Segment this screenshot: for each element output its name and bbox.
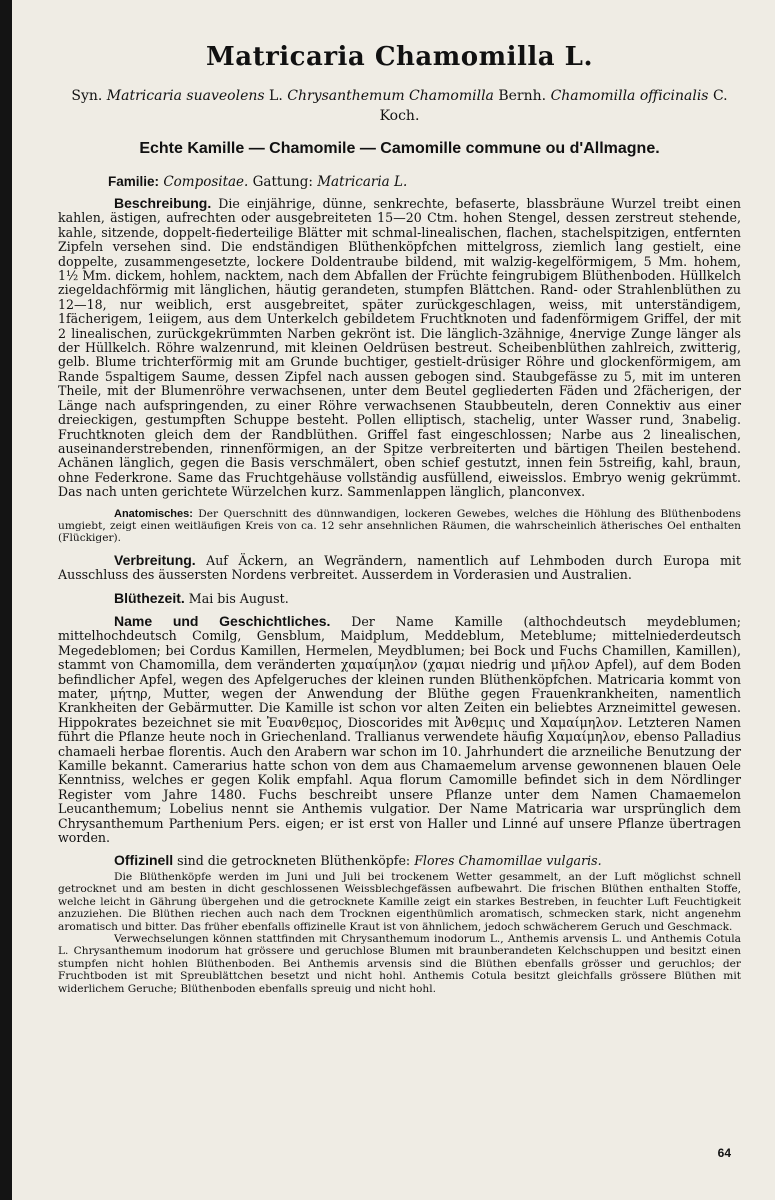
officinal-text: Die Blüthenköpfe werden im Juni und Juli bei trockenem Wetter gesammelt, an der Luft möglichst schnell getrocknet und am besten in dicht geschlossenen Weissblechgefässen aufbewahrt. Die frischen Blüthen enthalten Stoffe, welche leicht in Gährung übergehen und die getrocknete Kamille zeigt ein starkes Bestreben, in feuchter Luft Feuchtigkeit anzuziehen. Die Blüthen riechen auch nach dem Trocknen eigenthümlich aromatisch, schmecken stark, nicht angenehm aromatisch und bitter. Das früher ebenfalls offizinelle Kraut ist von ähnlichem, jedoch schwächerem Geruch und Geschmack.: [58, 870, 741, 933]
officinal-intro: sind die getrockneten Blüthenköpfe:: [177, 853, 411, 869]
book-page: [12, 0, 775, 1200]
distribution-paragraph: [58, 553, 741, 583]
anatomy-text: Der Querschnitt des dünnwandigen, lockeren Gewebes, welches die Höhlung des Blüthenbodens umgiebt, zeigt einen weitläufigen Kreis von ca. 12 sehr ansehnlichen Räumen, die wahrscheinlich ätherisches Oel enthalten (Flückiger).: [58, 507, 741, 545]
synonym-3: Chamomilla officinalis: [550, 88, 709, 104]
family-value: Compositae.: [163, 174, 249, 190]
history-heading: Name und Geschichtliches.: [114, 612, 331, 629]
officinal-paragraph: [58, 853, 741, 868]
distribution-text: Auf Äckern, an Wegrändern, namentlich auf Lehmboden durch Europa mit Ausschluss des äussersten Nordens verbreitet. Ausserdem in Vorderasien und Australien.: [58, 552, 741, 583]
description-paragraph: [58, 196, 741, 500]
description-text: Die einjährige, dünne, senkrechte, befaserte, blassbräune Wurzel treibt einen kahlen, ästigen, aufrechten oder ausgebreiteten 15—20 Ctm. hohen Stengel, dessen zerstreut stehende, kahle, sitzende, doppelt-fiederteilige Blätter mit schmal-linealischen, flachen, stachelspitzigen, entfernten Zipfeln versehen sind. Die endständigen Blüthenköpfchen mittelgross, ziemlich lang gestielt, eine doppelte, zusammengesetzte, lockere Doldentraube bildend, mit walzig-kegelförmigem, 5 Mm. hohem, 1½ Mm. dickem, hohlem, nacktem, nach dem Abfallen der Früchte feingrubigem Blüthenboden. Hüllkelch ziegeldachförmig mit länglichen, häutig gerandeten, stumpfen Blättchen. Rand- oder Strahlenblüthen zu 12—18, nur weiblich, erst ausgebreitet, später zurückgeschlagen, weiss, mit unterständigem, 1fächerigem, 1eiigem, aus dem Unterkelch gebildetem Fruchtknoten und fadenförmigem Griffel, der mit 2 linealischen, zurückgekrümmten Narben gekrönt ist. Die länglich-3zähnige, 4nervige Zunge länger als der Hüllkelch. Röhre walzenrund, mit kleinen Oeldrüsen bestreut. Scheibenblüthen zahlreich, zwitterig, gelb. Blume trichterförmig mit am Grunde buchtiger, gestielt-drüsiger Röhre und glockenförmigem, am Rande 5spaltigem Saume, dessen Zipfel nach aussen gebogen sind. Staubgefässe zu 5, mit im unteren Theile, mit der Blumenröhre verwachsenen, unter dem Beutel gegliederten Fäden und 2fächerigen, der Länge nach aufspringenden, zu einer Röhre verwachsenen Staubbeuteln, deren Connektiv aus einer dreieckigen, gestumpften Schuppe besteht. Pollen elliptisch, stachelig, unter Wasser rund, 3nabelig. Fruchtknoten gleich dem der Randblüthen. Griffel fast eingeschlossen; Narbe aus 2 linealischen, auseinanderstrebenden, rinnenförmigen, an der Spitze verbreiterten und bärtigen Theilen bestehend. Achänen länglich, gegen die Basis verschmälert, oben schief gestutzt, innen fein 5streifig, kahl, braun, ohne Federkrone. Same das Fruchtgehäuse vollständig ausfüllend, eiweisslos. Embryo wenig gekrümmt. Das nach unten gerichtete Würzelchen kurz. Sammenlappen länglich, planconvex.: [58, 196, 741, 500]
syn-prefix: Syn.: [71, 88, 103, 104]
officinal-heading: Offizinell: [114, 852, 174, 869]
history-paragraph: [58, 614, 741, 846]
genus-value: Matricaria L.: [317, 174, 408, 190]
flowering-paragraph: [58, 591, 741, 606]
synonym-2-author: Bernh.: [498, 88, 547, 104]
synonyms-line: [58, 86, 741, 126]
distribution-heading: Verbreitung.: [114, 551, 196, 568]
synonym-1-author: L.: [269, 88, 283, 104]
page-title: Matricaria Chamomilla L.: [205, 42, 594, 72]
description-heading: Beschreibung.: [114, 195, 212, 211]
genus-label: Gattung:: [252, 174, 313, 190]
officinal-drug-name: Flores Chamomillae vulgaris.: [414, 853, 602, 869]
anatomy-heading: Anatomisches:: [114, 507, 193, 520]
page-number: 64: [717, 1146, 731, 1160]
synonym-2: Chrysanthemum Chamomilla: [287, 88, 494, 104]
synonym-1: Matricaria suaveolens: [106, 88, 265, 104]
synonym-3-author: C. Koch.: [379, 88, 728, 124]
common-names: Echte Kamille — Chamomile — Camomille commune ou d'Allmagne.: [139, 140, 660, 157]
family-line: [108, 174, 741, 190]
flowering-text: Mai bis August.: [188, 590, 289, 606]
anatomy-paragraph: [58, 508, 741, 545]
family-label: Familie:: [108, 174, 160, 189]
confusion-text: Verwechselungen können stattfinden mit Chrysanthemum inodorum L., Anthemis arvensis L. und Anthemis Cotula L. Chrysanthemum inodorum hat grössere und geruchlose Blumen mit braunberandeten Kelchschuppen und besitzt einen stumpfen nicht hohlen Blüthenboden. Bei Anthemis arvensis sind die Blüthen ebenfalls grösser und geruchlos; der Fruchtboden ist mit Spreublättchen besetzt und nicht hohl. Anthemis Cotula besitzt gleichfalls grössere Blüthen mit widerlichem Geruche; Blüthenboden ebenfalls spreuig und nicht hohl.: [58, 932, 741, 995]
flowering-heading: Blüthezeit.: [114, 589, 185, 606]
history-text: Der Name Kamille (althochdeutsch meydeblumen; mittelhochdeutsch Comilg, Gensblum, Maidplum, Meddeblum, Meteblume; mittelniederdeutsch Megedeblomen; bei Cordus Kamillen, Hermelen, Meydblumen; bei Bock und Fuchs Chamillen, Kamillen), stammt von Chamomilla, dem veränderten χαμαίμηλον (χαμαι niedrig und μῆλον Apfel), auf dem Boden befindlicher Apfel, wegen des Apfelgeruches der kleinen runden Blüthenköpfchen. Matricaria kommt von mater, μήτηρ, Mutter, wegen der Anwendung der Blüthe gegen Frauenkrankheiten, namentlich Krankheiten der Gebärmutter. Die Kamille ist schon vor alten Zeiten ein beliebtes Arzneimittel gewesen. Hippokrates bezeichnet sie mit Ἐυανθεμος, Dioscorides mit Ἀνθεμις und Χαμαίμηλον. Letzteren Namen führt die Pflanze heute noch in Griechenland. Trallianus verwendete häufig Χαμαίμηλον, ebenso Palladius chamaeli herbae florentis. Auch den Arabern war schon im 10. Jahrhundert die arzneiliche Benutzung der Kamille bekannt. Camerarius hatte schon von dem aus Chamaemelum arvense gewonnenen blauen Oele Kenntniss, welches er gegen Kolik empfahl. Aqua florum Camomille befindet sich in dem Nördlinger Register vom Jahre 1480. Fuchs beschreibt unsere Pflanze unter dem Namen Chamaemelon Leucanthemum; Lobelius nennt sie Anthemis vulgatior. Der Name Matricaria war ursprünglich dem Chrysanthemum Parthenium Pers. eigen; er ist erst von Haller und Linné auf unsere Pflanze übertragen worden.: [58, 613, 741, 846]
